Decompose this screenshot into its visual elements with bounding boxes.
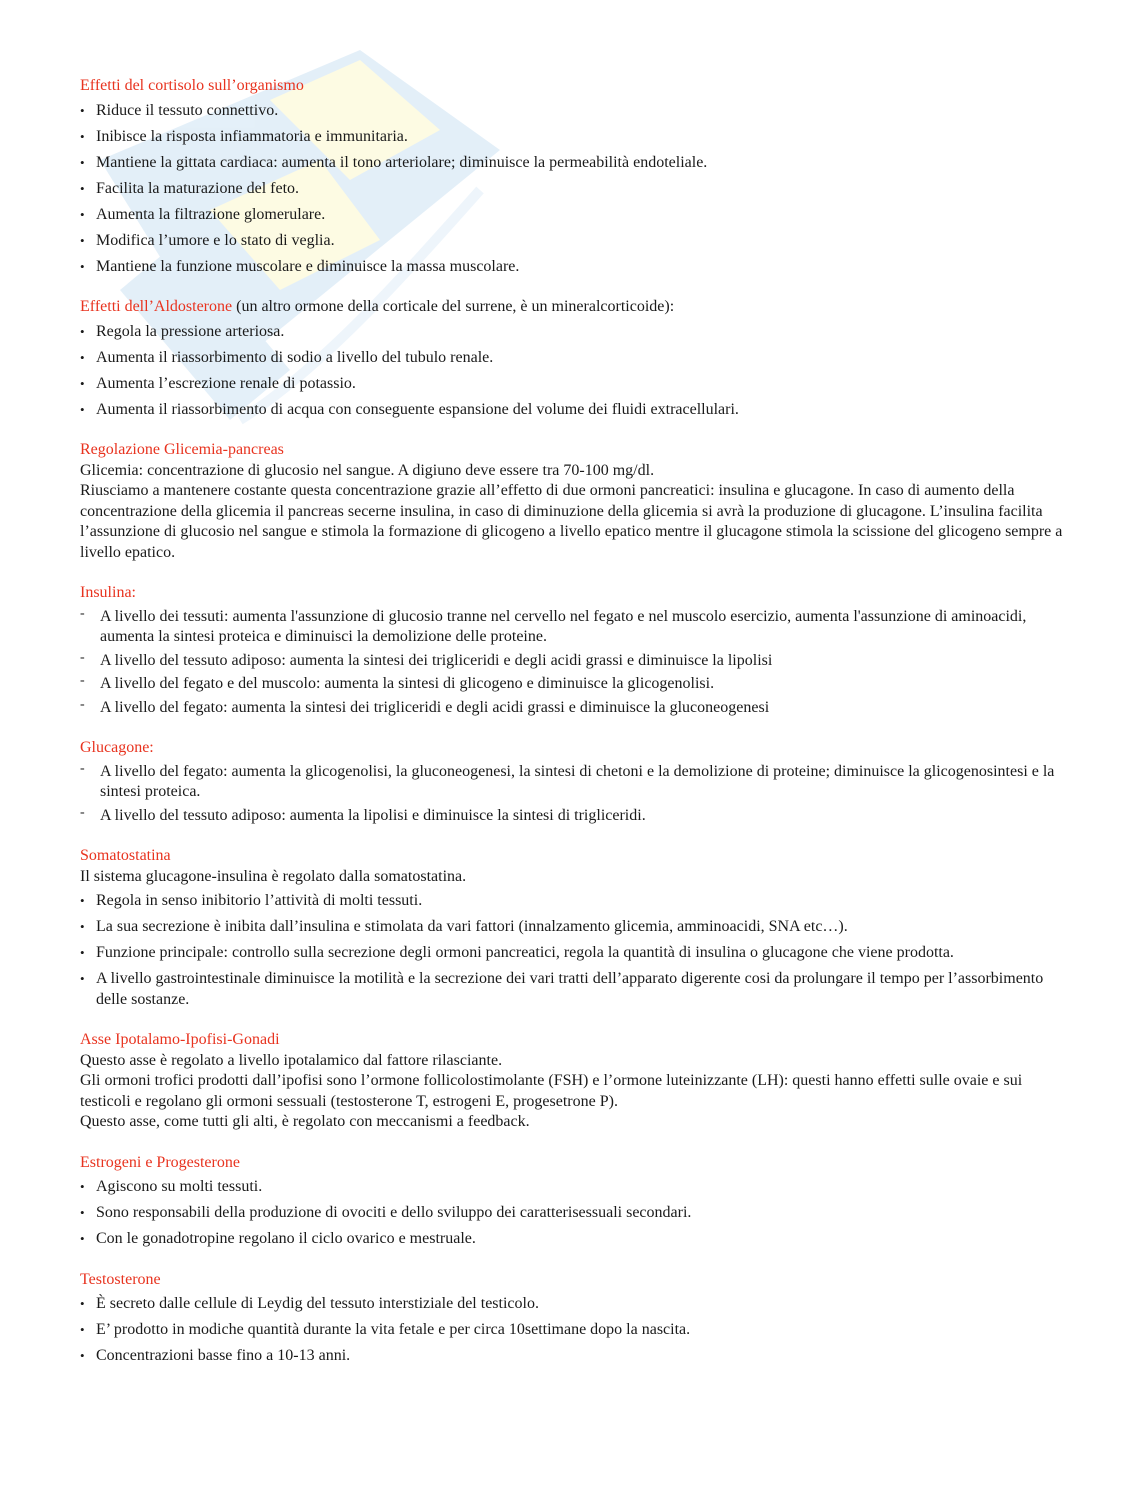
list-item: • Aumenta il riassorbimento di sodio a livello del tubulo renale. [80, 348, 1070, 369]
heading-suffix: (un altro ormone della corticale del surrene, è un mineralcorticoide): [232, 298, 675, 315]
section-glucagone [80, 738, 1070, 826]
list-item: • Regola in senso inibitorio l’attività di molti tessuti. [80, 891, 1070, 912]
list-item: • Con le gonadotropine regolano il ciclo ovarico e mestruale. [80, 1229, 1070, 1250]
list-item: • Aumenta il riassorbimento di acqua con conseguente espansione del volume dei fluidi extracellulari. [80, 400, 1070, 421]
list-item: - A livello del fegato: aumenta la glicogenolisi, la gluconeogenesi, la sintesi di chetoni e la demolizione di proteine; diminuisce la glicogenosintesi e la sintesi proteica. [80, 762, 1070, 803]
paragraph: Il sistema glucagone-insulina è regolato dalla somatostatina. [80, 867, 467, 885]
section-heading: Regolazione Glicemia-pancreas [80, 441, 284, 458]
paragraph: Riusciamo a mantenere costante questa concentrazione grazie all’effetto di due ormoni pancreatici: insulina e glucagone. In caso di aumento della concentrazione della glicemia il pancreas secerne insulina, in caso di diminuzione della glicemia si avrà la produzione di glucagone. L’insulina facilita l’assunzione di glucosio nel sangue e stimola la formazione di glicogeno a livello epatico mentre il glucagone stimola la scissione del glicogeno sempre a livello epatico. [80, 482, 1063, 561]
list-item: - A livello del tessuto adiposo: aumenta la lipolisi e diminuisce la sintesi di trigliceridi. [80, 806, 1070, 827]
section-somatostatina [80, 846, 1070, 1010]
dash-list [80, 607, 1070, 719]
list-item: • Aumenta la filtrazione glomerulare. [80, 205, 1070, 226]
bullet-list [80, 322, 1070, 421]
list-item: • E’ prodotto in modiche quantità durante la vita fetale e per circa 10settimane dopo la nascita. [80, 1320, 1070, 1341]
paragraph: Questo asse è regolato a livello ipotalamico dal fattore rilasciante. [80, 1051, 503, 1069]
list-item: • Aumenta l’escrezione renale di potassio. [80, 374, 1070, 395]
paragraph: Glicemia: concentrazione di glucosio nel sangue. A digiuno deve essere tra 70-100 mg/dl. [80, 461, 655, 479]
section-aldosterone [80, 297, 1070, 420]
section-heading: Estrogeni e Progesterone [80, 1153, 240, 1171]
list-item: - A livello del fegato e del muscolo: aumenta la sintesi di glicogeno e diminuisce la glicogenolisi. [80, 674, 1070, 695]
section-heading: Effetti dell’Aldosterone [80, 298, 233, 315]
section-heading-line [80, 297, 1070, 318]
section-heading: Insulina: [80, 584, 136, 601]
section-heading: Glucagone: [80, 739, 154, 756]
list-item: • A livello gastrointestinale diminuisce la motilità e la secrezione dei vari tratti dell’apparato digerente cosi da prolungare il tempo per l’assorbimento delle sostanze. [80, 969, 1070, 1010]
list-item: - A livello del tessuto adiposo: aumenta la sintesi dei trigliceridi e degli acidi grassi e diminuisce la lipolisi [80, 651, 1070, 672]
list-item: • Inibisce la risposta infiammatoria e immunitaria. [80, 127, 1070, 148]
list-item: - A livello dei tessuti: aumenta l'assunzione di glucosio tranne nel cervello nel fegato e nel muscolo esercizio, aumenta l'assunzione di aminoacidi, aumenta la sintesi proteica e diminuisci la demolizione delle proteine. [80, 607, 1070, 648]
bullet-list [80, 1177, 1070, 1250]
list-item: - A livello del fegato: aumenta la sintesi dei trigliceridi e degli acidi grassi e diminuisce la gluconeogenesi [80, 698, 1070, 719]
bullet-list [80, 1294, 1070, 1367]
list-item: • Agiscono su molti tessuti. [80, 1177, 1070, 1198]
bullet-list [80, 101, 1070, 278]
section-heading: Asse Ipotalamo-Ipofisi-Gonadi [80, 1031, 280, 1048]
section-heading: Testosterone [80, 1270, 161, 1288]
list-item: • Riduce il tessuto connettivo. [80, 101, 1070, 122]
list-item: • Mantiene la funzione muscolare e diminuisce la massa muscolare. [80, 257, 1070, 278]
list-item: • Sono responsabili della produzione di ovociti e dello sviluppo dei caratterisessuali secondari. [80, 1203, 1070, 1224]
list-item: • È secreto dalle cellule di Leydig del tessuto interstiziale del testicolo. [80, 1294, 1070, 1315]
section-glicemia [80, 440, 1070, 563]
paragraph: Questo asse, come tutti gli alti, è regolato con meccanismi a feedback. [80, 1113, 530, 1130]
document-page [80, 76, 1070, 1387]
list-item: • Concentrazioni basse fino a 10-13 anni. [80, 1346, 1070, 1367]
list-item: • Mantiene la gittata cardiaca: aumenta il tono arteriolare; diminuisce la permeabilità endoteliale. [80, 153, 1070, 174]
section-asse-gonadi [80, 1030, 1070, 1133]
section-heading: Somatostatina [80, 847, 171, 864]
section-estrogeni [80, 1153, 1070, 1250]
section-heading: Effetti del cortisolo sull’organismo [80, 77, 304, 94]
section-cortisolo [80, 76, 1070, 277]
list-item: • Funzione principale: controllo sulla secrezione degli ormoni pancreatici, regola la quantità di insulina o glucagone che viene prodotta. [80, 943, 1070, 964]
list-item: • Facilita la maturazione del feto. [80, 179, 1070, 200]
list-item: • La sua secrezione è inibita dall’insulina e stimolata da vari fattori (innalzamento glicemia, amminoacidi, SNA etc…). [80, 917, 1070, 938]
section-testosterone [80, 1270, 1070, 1367]
list-item: • Modifica l’umore e lo stato di veglia. [80, 231, 1070, 252]
bullet-list [80, 891, 1070, 1010]
paragraph: Gli ormoni trofici prodotti dall’ipofisi sono l’ormone follicolostimolante (FSH) e l’ormone luteinizzante (LH): questi hanno effetti sulle ovaie e sui testicoli e regolano gli ormoni sessuali (testosterone T, estrogeni E, progesetrone P). [80, 1072, 1023, 1110]
section-insulina [80, 583, 1070, 718]
dash-list [80, 762, 1070, 827]
list-item: • Regola la pressione arteriosa. [80, 322, 1070, 343]
